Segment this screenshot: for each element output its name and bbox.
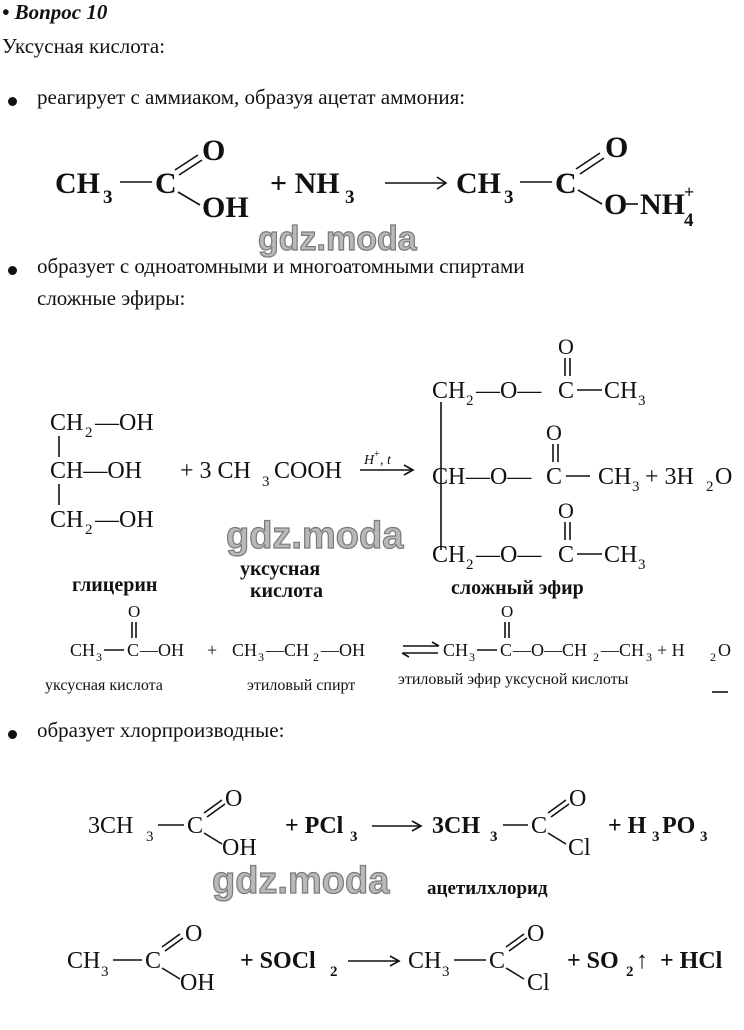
r1-p-single (578, 190, 602, 204)
bullet-text-2a: образует с одноатомными и многоатомными спиртами (37, 254, 525, 278)
r3-ch3-sub: 3 (96, 650, 102, 664)
r5-c: C (145, 948, 162, 974)
reaction-ethanol (45, 602, 731, 694)
r2-p3-o: —O— (476, 542, 542, 568)
r3-p-ch3b: —CH (601, 640, 645, 660)
r1-double-a (175, 155, 198, 170)
r2-label-acetic-1: уксусная (240, 558, 321, 580)
r2-p1-ch2: CH (432, 378, 466, 404)
r2-label-ester: сложный эфир (451, 577, 584, 599)
r2-g-choh: CH—OH (50, 458, 143, 484)
r5-p-dbl-b (509, 938, 527, 951)
title-bullet: • (2, 0, 10, 24)
r4-single (204, 833, 222, 844)
r3-label-ester: этиловый эфир уксусной кислоты (398, 671, 629, 688)
r2-cat-h: H (364, 453, 375, 468)
r5-p-up-arrow: ↑ (636, 948, 648, 974)
r1-p-nh4-sup: + (684, 182, 695, 202)
reaction-pcl3 (88, 786, 708, 899)
reaction-ammonia (55, 131, 694, 231)
r1-single (178, 192, 200, 205)
reaction-socl2 (67, 921, 723, 996)
r3-eth-ch3: CH (232, 640, 258, 660)
r3-c: C (127, 640, 140, 660)
r1-plus-nh3: + NH (270, 167, 340, 200)
r3-p-ch3b-sub: 3 (646, 650, 652, 664)
r1-p-double-a (576, 153, 600, 169)
r4-label-acetyl: ацетилхлорид (427, 878, 548, 899)
r5-p-dbl-a (506, 934, 524, 947)
r1-double-b (179, 160, 202, 175)
r2-p2-ch3: CH (598, 464, 632, 490)
r3-oh: —OH (140, 640, 184, 660)
r2-g-ch2-1: CH (50, 410, 84, 436)
r4-pcl3-sub: 3 (350, 829, 358, 845)
r1-p-ch3: CH (456, 167, 501, 200)
r2-p1-sub: 2 (466, 393, 474, 409)
r2-p3-ch3-sub: 3 (638, 557, 646, 573)
r3-oxo: O (128, 602, 141, 621)
watermark-2: gdz.moda (226, 515, 404, 557)
r5-dbl-b (165, 938, 183, 951)
intro-text: Уксусная кислота: (2, 34, 166, 58)
r5-p-cl: Cl (527, 970, 550, 996)
watermark-3: gdz.moda (212, 860, 390, 902)
r4-o: O (225, 786, 243, 812)
r2-p2-oxo: O (546, 420, 562, 445)
r4-p-o: O (569, 786, 587, 812)
r2-p1-oxo: O (558, 334, 574, 359)
r2-p3-c: C (558, 542, 575, 568)
watermark-1: gdz.moda (258, 220, 417, 258)
r1-ch3-sub: 3 (103, 187, 113, 208)
r5-ch3-sub: 3 (101, 964, 109, 980)
r4-3ch3: 3CH (88, 813, 134, 839)
r2-cooh: COOH (274, 458, 343, 484)
r2-p1-ch3-sub: 3 (638, 393, 646, 409)
r3-p-o-ch2: —O—CH (513, 640, 588, 660)
r2-p3-ch2: CH (432, 542, 466, 568)
r4-p-single (548, 833, 566, 844)
r5-plus-socl2: + SOCl (240, 948, 316, 974)
r5-p-plus-so2: + SO (567, 948, 619, 974)
r4-p-3ch3: 3CH (432, 813, 480, 839)
title-text: Вопрос 10 (14, 0, 108, 24)
r2-g-oh-1: —OH (95, 410, 154, 436)
r4-oh: OH (222, 835, 257, 861)
r3-p-ch3: CH (443, 640, 469, 660)
r4-p-c: C (531, 813, 548, 839)
r4-p-cl: Cl (568, 835, 591, 861)
r5-p-c: C (489, 948, 506, 974)
bullet-text-2b: сложные эфиры: (37, 286, 186, 310)
r2-p2-o: —O— (466, 464, 532, 490)
r3-label-acid: уксусная кислота (45, 677, 163, 694)
r4-p-dbl-b (551, 804, 569, 817)
r2-g-sub-3: 2 (85, 522, 93, 538)
r1-p-nh: NH (640, 188, 685, 221)
r2-p3-oxo: O (558, 498, 574, 523)
reaction-glycerol (50, 334, 732, 602)
r2-coef: + 3 CH (180, 458, 251, 484)
r2-label-acetic-2: кислота (250, 580, 323, 602)
r3-eth-ch2-sub: 2 (313, 650, 319, 664)
r2-cat-sup: + (374, 449, 380, 460)
r5-p-ch3: CH (408, 948, 442, 974)
r2-p2-ch: CH (432, 464, 466, 490)
r1-ch3: CH (55, 167, 100, 200)
r5-p-so2-sub: 2 (626, 964, 634, 980)
r1-p-double-b (580, 158, 604, 174)
r1-p-ch3-sub: 3 (504, 187, 514, 208)
bullet-text-1: реагирует с аммиаком, образуя ацетат аммония: (37, 85, 466, 109)
r4-p-plus-h3: + H (608, 813, 647, 839)
r3-p-oxo: O (501, 602, 514, 621)
r5-o: O (185, 921, 203, 947)
r2-g-sub-1: 2 (85, 425, 93, 441)
r4-dbl-a (204, 800, 222, 813)
r1-nh3-sub: 3 (345, 187, 355, 208)
r1-p-o: O (605, 131, 629, 164)
r2-p1-ch3: CH (604, 378, 638, 404)
r2-p3-ch3: CH (604, 542, 638, 568)
r4-3ch3-sub: 3 (146, 829, 154, 845)
r2-coef-sub: 3 (262, 474, 270, 490)
r5-p-ch3-sub: 3 (442, 964, 450, 980)
r2-p2-c: C (546, 464, 563, 490)
r5-ch3: CH (67, 948, 101, 974)
bullet-text-3: образует хлорпроизводные: (37, 718, 285, 742)
r2-g-oh-3: —OH (95, 507, 154, 533)
r2-p2-ch3-sub: 3 (632, 479, 640, 495)
r4-p-3ch3-sub: 3 (490, 829, 498, 845)
r3-plus: + (207, 640, 218, 660)
r3-p-plus-h2o: + H (657, 640, 685, 660)
r4-p-po3-sub: 3 (700, 829, 708, 845)
r2-p2-h2o-o: O (715, 464, 733, 490)
r2-p3-sub: 2 (466, 557, 474, 573)
r3-p-c: C (500, 640, 513, 660)
r4-p-dbl-a (548, 800, 566, 813)
r2-cat-t: , t (380, 453, 391, 468)
r5-socl2-sub: 2 (330, 964, 338, 980)
r2-p2-h2o-sub: 2 (706, 479, 714, 495)
r4-dbl-b (207, 804, 225, 817)
r2-p1-c: C (558, 378, 575, 404)
r1-o: O (202, 134, 226, 167)
r3-p-h2o-o: O (718, 640, 731, 660)
r3-p-ch3-sub: 3 (469, 650, 475, 664)
r3-ch3: CH (70, 640, 96, 660)
r3-eth-oh: —OH (321, 640, 365, 660)
r2-p1-o: —O— (476, 378, 542, 404)
r1-p-nh4-sub: 4 (684, 210, 694, 231)
r4-p-po: PO (662, 813, 696, 839)
r1-oh: OH (202, 191, 249, 224)
r5-p-single (506, 968, 524, 979)
r3-p-h2o-sub: 2 (710, 650, 716, 664)
r3-eth-ch3-sub: 3 (258, 650, 264, 664)
r5-single (162, 968, 180, 979)
r2-label-glycerin: глицерин (72, 574, 158, 596)
r1-p-o2: O (604, 188, 628, 221)
r3-p-ch2-sub: 2 (593, 650, 599, 664)
r5-oh: OH (180, 970, 215, 996)
r3-label-ethanol: этиловый спирт (247, 677, 356, 694)
r4-c: C (187, 813, 204, 839)
r2-p2-plus-h2o: + 3H (645, 464, 694, 490)
r1-c: C (155, 167, 177, 200)
r4-plus-pcl3: + PCl (285, 813, 344, 839)
r2-g-ch2-3: CH (50, 507, 84, 533)
r1-p-c: C (555, 167, 577, 200)
r5-p-plus-hcl: + HCl (660, 948, 723, 974)
r5-p-o: O (527, 921, 545, 947)
r5-dbl-a (162, 934, 180, 947)
r3-eth-ch2: —CH (266, 640, 310, 660)
r4-p-h3-sub: 3 (652, 829, 660, 845)
